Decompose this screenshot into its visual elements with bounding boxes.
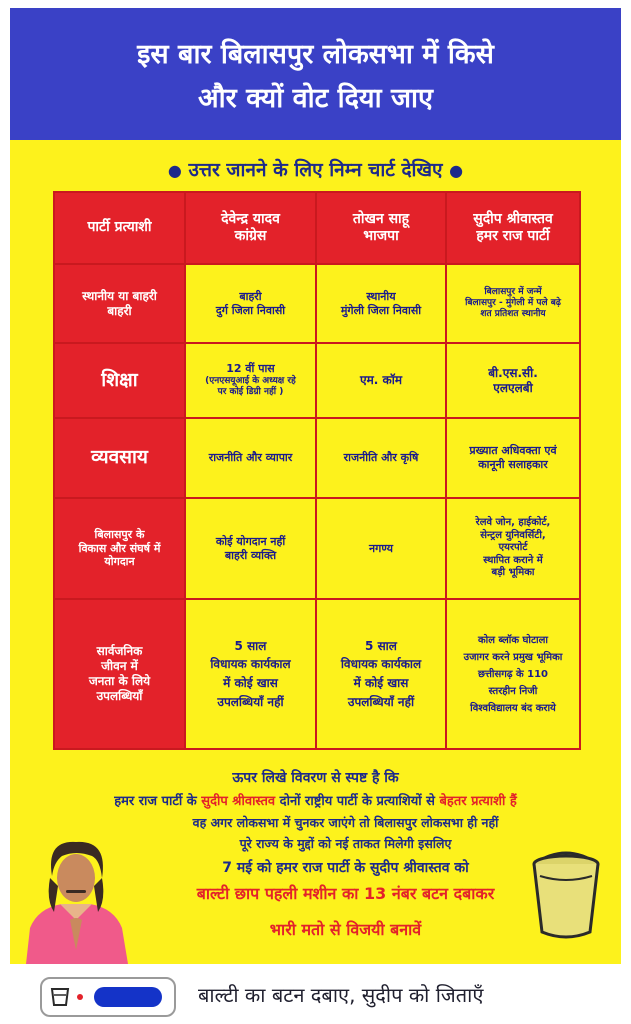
bucket-symbol-icon	[530, 846, 602, 940]
table-cell	[446, 264, 580, 343]
table-cell	[446, 498, 580, 599]
candidate-name: सुदीप श्रीवास्तव	[473, 210, 553, 227]
cell-line: राजनीति और व्यापार	[208, 451, 293, 465]
cell-line: उपलब्धियाँ नहीं	[217, 694, 284, 709]
evm-graphic	[42, 979, 174, 1015]
header-line-1: इस बार बिलासपुर लोकसभा में किसे	[137, 39, 494, 70]
cell-line: रेलवे जोन, हाईकोर्ट,	[475, 517, 551, 529]
row-label-line: योगदान	[104, 555, 135, 569]
table-corner-cell: पार्टी प्रत्याशी	[54, 192, 185, 264]
summary-line-5: 7 मई को हमर राज पार्टी के सुदीप श्रीवास्तव को	[222, 860, 469, 876]
poster	[10, 8, 621, 964]
evm-button-icon	[40, 977, 176, 1017]
table-cell	[316, 343, 446, 418]
cell-line: राजनीति और कृषि	[343, 451, 419, 465]
cell-line: में कोई खास	[223, 676, 278, 690]
cell-line: स्थानीय	[366, 289, 396, 303]
row-label-cell	[54, 264, 185, 343]
candidate-header-cell	[446, 192, 580, 264]
cell-line: 5 साल	[365, 638, 397, 653]
footer	[0, 966, 631, 1024]
cell-line: उपलब्धियाँ नहीं	[347, 694, 415, 709]
table-cell	[185, 418, 316, 498]
footer-slogan: बाल्टी का बटन दबाए, सुदीप को जिताएँ	[198, 983, 484, 1007]
cell-line: बिलासपुर में जन्में	[484, 286, 542, 297]
row-label-line: जनता के लिये	[88, 674, 151, 688]
cell-line: कोई योगदान नहीं	[215, 534, 286, 548]
cell-line: एलएलबी	[493, 380, 533, 395]
chart-subtitle	[10, 156, 621, 182]
row-label-line: स्थानीय या बाहरी	[82, 288, 157, 303]
table-row	[54, 418, 580, 498]
table-cell	[185, 343, 316, 418]
summary-line-3: वह अगर लोकसभा में चुनकर जाएंगे तो बिलासपुर लोकसभा ही नहीं	[192, 815, 499, 830]
table-cell	[316, 418, 446, 498]
cell-line: पर कोई डिग्री नहीं )	[217, 387, 284, 398]
row-label-cell	[54, 343, 185, 418]
header-banner	[10, 8, 621, 140]
summary-line-7: भारी मतो से विजयी बनावें	[269, 920, 422, 939]
table-row	[54, 264, 580, 343]
row-label-cell	[54, 498, 185, 599]
cell-line: में कोई खास	[353, 676, 409, 690]
candidate-party: कांग्रेस	[234, 228, 267, 244]
cell-line: एम. कॉम	[359, 373, 403, 387]
table-header-row	[54, 192, 580, 264]
cell-line: बड़ी भूमिका	[491, 567, 535, 579]
cell-line: बाहरी	[239, 289, 262, 303]
cell-line: छत्तीसगढ़ के 110	[477, 668, 549, 680]
header-line-2: और क्यों वोट दिया जाए	[198, 83, 433, 114]
candidate-header-cell	[185, 192, 316, 264]
row-label-line: व्यवसाय	[91, 446, 148, 469]
summary-line-2	[10, 791, 621, 809]
cell-line: स्थापित कराने में	[483, 554, 543, 566]
cell-line: शत प्रतिशत स्थानीय	[480, 309, 546, 320]
summary-line-6: बाल्टी छाप पहली मशीन का 13 नंबर बटन दबाकर	[196, 884, 495, 903]
table-row	[54, 599, 580, 749]
candidate-header-cell	[316, 192, 446, 264]
row-label-line: जीवन में	[101, 659, 138, 673]
table-cell	[185, 264, 316, 343]
cell-line: बाहरी व्यक्ति	[224, 548, 277, 562]
table-cell	[185, 599, 316, 749]
candidate-highlight: सुदीप श्रीवास्तव	[201, 794, 276, 809]
comparison-table	[53, 191, 581, 750]
summary-text: हमर राज पार्टी के	[114, 794, 197, 809]
cell-line: प्रख्यात अधिवक्ता एवं	[469, 444, 557, 458]
cell-line: स्तरहीन निजी	[488, 685, 538, 697]
cell-line: 5 साल	[234, 638, 267, 653]
candidate-party: भाजपा	[363, 228, 399, 244]
table-cell	[446, 418, 580, 498]
bullet-dot-icon: ●	[449, 161, 464, 180]
cell-line: विश्वविद्यालय बंद कराये	[470, 702, 556, 714]
summary-text: दोनों राष्ट्रीय पार्टी के प्रत्याशियों से	[279, 794, 435, 809]
better-candidate-highlight: बेहतर प्रत्याशी हैं	[439, 794, 517, 809]
row-label-cell	[54, 599, 185, 749]
table-cell	[446, 599, 580, 749]
row-label-line: विकास और संघर्ष में	[78, 541, 161, 555]
table-row	[54, 343, 580, 418]
cell-line: विधायक कार्यकाल	[340, 657, 422, 672]
cell-line: (एनएसयूआई के अध्यक्ष रहे	[205, 376, 296, 387]
cell-line: दुर्ग जिला निवासी	[215, 303, 286, 317]
row-label-line: बाहरी	[107, 303, 132, 318]
cell-line: 12 वीं पास	[226, 362, 275, 376]
cell-line: मुंगेली जिला निवासी	[340, 303, 422, 317]
summary-line-1: ऊपर लिखे विवरण से स्पष्ट है कि	[232, 770, 399, 786]
row-label-cell	[54, 418, 185, 498]
table-cell	[185, 498, 316, 599]
cell-line: नगण्य	[369, 541, 393, 555]
table-cell	[316, 264, 446, 343]
row-label-line: उपलब्धियाँ	[96, 689, 143, 703]
row-label-line: सार्वजनिक	[96, 644, 143, 658]
chart-subtitle-text: उत्तर जानने के लिए निम्न चार्ट देखिए	[188, 159, 443, 181]
candidate-name: देवेन्द्र यादव	[221, 210, 280, 227]
table-cell	[446, 343, 580, 418]
cell-line: उजागर करने प्रमुख भूमिका	[463, 651, 563, 663]
bullet-dot-icon: ●	[167, 161, 182, 180]
cell-line: कानूनी सलाहकार	[478, 458, 548, 471]
cell-line: विधायक कार्यकाल	[210, 657, 291, 672]
cell-line: सेन्ट्रल युनिवर्सिटी,	[480, 529, 546, 541]
candidate-photo	[16, 820, 136, 964]
row-label-line: बिलासपुर के	[94, 527, 145, 541]
cell-line: बिलासपुर - मुंगेली में पले बढ़े	[465, 297, 561, 308]
row-label-line: शिक्षा	[101, 368, 138, 391]
candidate-party: हमर राज पार्टी	[476, 228, 550, 244]
cell-line: एयरपोर्ट	[498, 542, 528, 554]
candidate-name: तोखन साहू	[352, 210, 410, 227]
summary-line-4: पूरे राज्य के मुद्दों को नई ताकत मिलेगी इसलिए	[239, 836, 452, 851]
table-row	[54, 498, 580, 599]
table-cell	[316, 599, 446, 749]
cell-line: कोल ब्लॉक घोटाला	[477, 634, 549, 646]
table-cell	[316, 498, 446, 599]
cell-line: बी.एस.सी.	[488, 365, 538, 380]
